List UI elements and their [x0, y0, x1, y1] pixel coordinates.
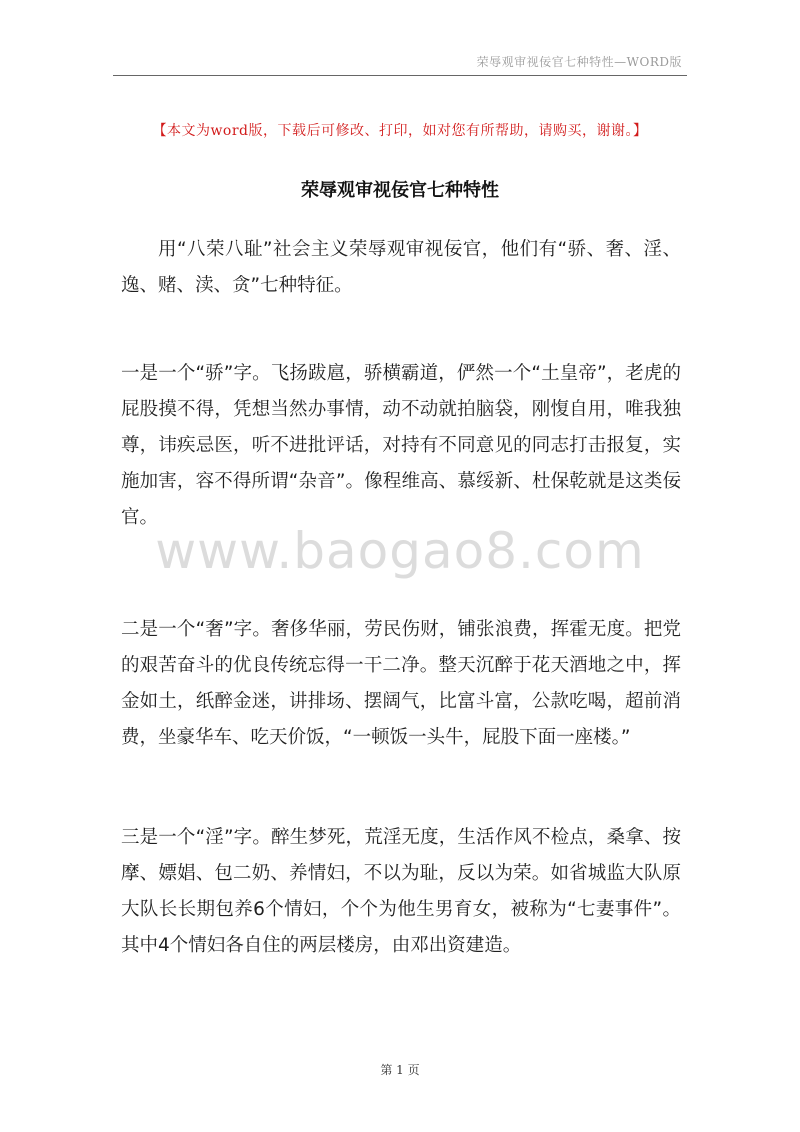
watermark: www.baogao8.com — [155, 522, 645, 580]
paragraph-extravagance: 二是一个“奢”字。奢侈华丽，劳民伤财，铺张浪费，挥霍无度。把党的艰苦奋斗的优良传统忘得一干二净。整天沉醉于花天酒地之中，挥金如土，纸醉金迷，讲排场、摆阔气，比富斗富，公款吃喝，超前消费，坐豪华车、吃天价饭，“一顿饭一头牛，屁股下面一座楼。” — [121, 619, 681, 748]
running-header: 荣辱观审视佞官七种特性—WORD版 — [476, 55, 682, 69]
paragraph-arrogance: 一是一个“骄”字。飞扬跋扈，骄横霸道，俨然一个“土皇帝”，老虎的屁股摸不得，凭想当然办事情，动不动就拍脑袋，刚愎自用，唯我独尊，讳疾忌医，听不进批评话，对持有不同意见的同志打击报复，实施加害，容不得所谓“杂音”。像程维高、慕绥新、杜保乾就是这类佞官。 — [121, 363, 681, 528]
page-number: 第 1 页 — [380, 1063, 420, 1077]
paragraph-lust: 三是一个“淫”字。醉生梦死，荒淫无度，生活作风不检点，桑拿、按摩、嫖娼、包二奶、养情妇，不以为耻，反以为荣。如省城监大队原大队长长期包养6个情妇，个个为他生男育女，被称为“七妻事件”。其中4个情妇各自住的两层楼房，由邓出资建造。 — [121, 827, 681, 956]
intro-paragraph: 用“八荣八耻”社会主义荣辱观审视佞官，他们有“骄、奢、淫、逸、赌、渎、贪”七种特征。 — [121, 239, 681, 296]
document-title: 荣辱观审视佞官七种特性 — [301, 180, 499, 201]
download-notice: 【本文为word版，下载后可修改、打印，如对您有所帮助，请购买，谢谢。】 — [152, 123, 648, 139]
header-divider — [113, 75, 687, 76]
